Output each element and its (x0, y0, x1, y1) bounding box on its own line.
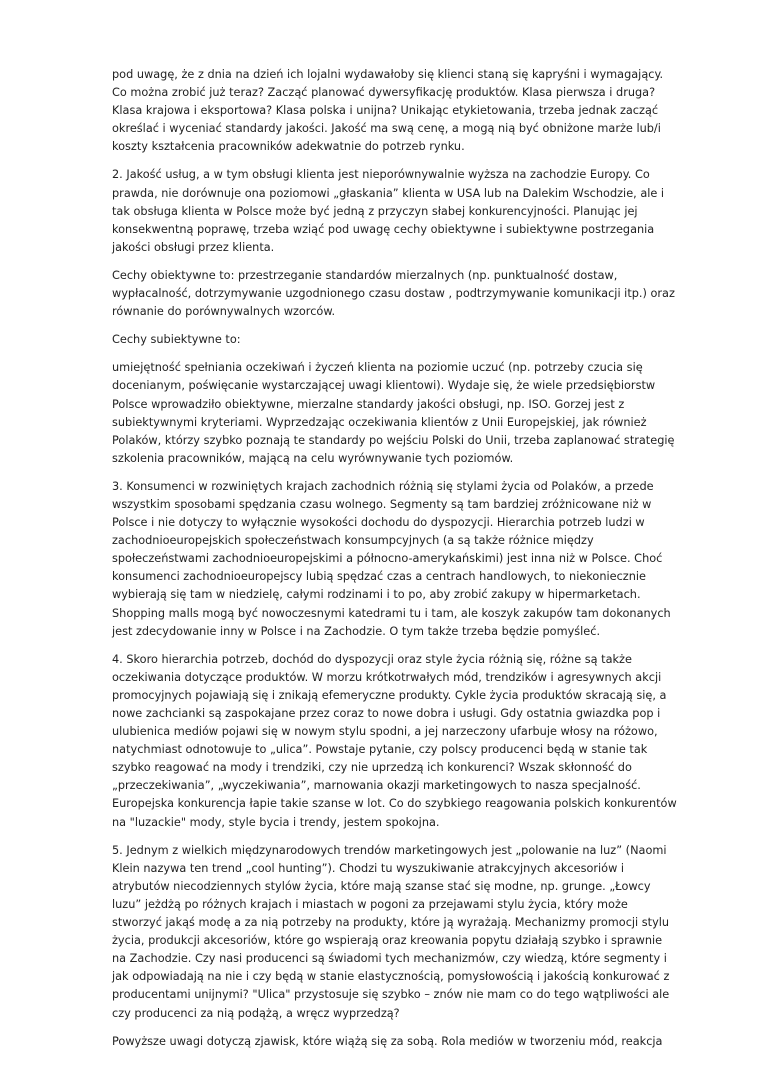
text-line: ulubienica mediów pojawi się w nowym stylu spodni, a jej narzeczony ufarbuje włosy na różowo, (112, 725, 658, 739)
text-line: szybko reagować na mody i trendziki, czy nie uprzedzą ich konkurenci? Wszak skłonność do (112, 761, 632, 775)
text-line: oczekiwania dotyczące produktów. W morzu krótkotrwałych mód, trendzików i agresywnych akcji (112, 670, 662, 684)
text-line: jak odpowiadają na nie i czy będą w stanie elastycznością, pomysłowością i jakością konkurować z (112, 970, 670, 984)
text-line: 4. Skoro hierarchia potrzeb, dochód do dyspozycji oraz style życia różnią się, różne są także (112, 652, 632, 666)
text-line: atrybutów niecodziennych stylów życia, które mają szanse stać się modne, np. grunge. „Łowcy (112, 879, 651, 893)
text-line: jakości obsługi przez klienta. (112, 240, 275, 254)
text-line: wypłacalność, dotrzymywanie uzgodnionego czasu dostaw , podtrzymywanie komunikacji itp.) oraz (112, 287, 675, 301)
text-line: społeczeństwami zachodnioeuropejskimi a północno-amerykańskimi) jest inna niż w Polsce. Choć (112, 552, 663, 566)
text-line: Europejska konkurencja łapie takie szanse w lot. Co do szybkiego reagowania polskich konkurentów (112, 797, 677, 811)
text-line: zachodnioeuropejskich społeczeństwach konsumpcyjnych (a są także różnice między (112, 534, 594, 548)
text-line: stworzyć jakąś modę a za nią potrzeby na produkty, które ją wyrażają. Mechanizmy promocji stylu (112, 916, 670, 930)
text-line: tak obsługa klienta w Polsce może być jedną z przyczyn słabej konkurencyjności. Planując jej (112, 204, 638, 218)
text-line: Co można zrobić już teraz? Zacząć planować dywersyfikację produktów. Klasa pierwsza i druga? (112, 86, 656, 100)
text-line: prawda, nie dorównuje ona poziomowi „głaskania” klienta w USA lub na Dalekim Wschodzie, ale i (112, 186, 665, 200)
text-line: pod uwagę, że z dnia na dzień ich lojalni wydawałoby się klienci staną się kapryśni i wymagający. (112, 68, 664, 81)
text-line: Cechy subiektywne to: (112, 333, 241, 347)
text-line: Klein nazywa ten trend „cool hunting”). Chodzi tu wyszukiwanie atrakcyjnych akcesoriów i (112, 861, 625, 875)
text-line: Shopping malls mogą być nowoczesnymi katedrami tu i tam, ale koszyk zakupów tam dokonanych (112, 606, 671, 620)
text-line: życia, produkcji akcesoriów, które go wspierają oraz kreowania popytu działają szybko i sprawnie (112, 934, 663, 948)
text-line: jest zdecydowanie inny w Polsce i na Zachodzie. O tym także trzeba będzie pomyśleć. (112, 624, 601, 638)
paragraph (112, 842, 670, 1023)
text-line: 2. Jakość usług, a w tym obsługi klienta jest nieporównywalnie wyższa na zachodzie Europy. Co (112, 168, 650, 182)
text-line: wybierają się tam w niedzielę, całymi rodzinami i to po, aby zrobić zakupy w hipermarketach. (112, 588, 641, 602)
text-line: Polsce i nie dotyczy to wyłącznie wysokości dochodu do dyspozycji. Hierarchia potrzeb ludzi w (112, 516, 645, 530)
paragraph (112, 331, 652, 349)
text-line: konsumenci zachodnioeuropejscy lubią spędzać czas a centrach handlowych, to niekoniecznie (112, 570, 646, 584)
paragraph (112, 478, 671, 641)
text-line: Polaków, którzy szybko poznają te standardy po wejściu Polski do Unii, trzeba zaplanować strategię (112, 433, 675, 447)
text-line: określać i wyceniać standardy jakości. Jakość ma swą cenę, a mogą nią być obniżone marże lub/i (112, 122, 661, 136)
text-line: producentami unijnymi? "Ulica" przystosuje się szybko – znów nie mam co do tego wątpliwości ale (112, 988, 670, 1002)
text-line: równanie do porównywalnych wzorców. (112, 305, 336, 319)
text-line: promocyjnych pojawiają się i znikają efemeryczne produkty. Cykle życia produktów skracają się, a (112, 688, 667, 702)
paragraph (112, 1033, 663, 1051)
text-line: szkolenia pracowników, mającą na celu wyrównywanie tych poziomów. (112, 451, 514, 465)
text-line: subiektywnymi kryteriami. Wyprzedzając oczekiwania klientów z Unii Europejskiej, jak również (112, 415, 647, 429)
text-line: na Zachodzie. Czy nasi producenci są świadomi tych mechanizmów, czy wiedzą, które segmenty i (112, 952, 667, 966)
text-line: „przeczekiwania”, „wyczekiwania”, marnowania okazji marketingowych to nasza specjalność. (112, 779, 641, 793)
text-line: umiejętność spełniania oczekiwań i życzeń klienta na poziomie uczuć (np. potrzeby czucia się (112, 361, 643, 375)
text-line: czy producenci za nią podążą, a wręcz wyprzedzą? (112, 1006, 400, 1020)
paragraph (112, 267, 675, 321)
paragraph (112, 66, 664, 156)
text-line: nowe zachcianki są zaspokajane przez coraz to nowe dobra i usługi. Gdy ostatnia gwiazdka pop i (112, 707, 661, 720)
text-line: Cechy obiektywne to: przestrzeganie standardów mierzalnych (np. punktualność dostaw, (112, 268, 618, 282)
paragraph (112, 166, 665, 256)
text-line: 3. Konsumenci w rozwiniętych krajach zachodnich różnią się stylami życia od Polaków, a przede (112, 479, 654, 493)
text-line: luzu” jeżdżą po różnych krajach i miastach w pogoni za przejawami stylu życia, który może (112, 897, 628, 911)
text-line: 5. Jednym z wielkich międzynarodowych trendów marketingowych jest „polowanie na luz” (Naomi (112, 843, 667, 857)
text-line: natychmiast odnotowuje to „ulica”. Powstaje pytanie, czy polscy producenci będą w stanie tak (112, 743, 648, 757)
document-body (112, 66, 677, 1061)
text-line: Polsce wprowadziło obiektywne, mierzalne standardy jakości obsługi, np. ISO. Gorzej jest z (112, 397, 625, 411)
text-line: Powyższe uwagi dotyczą zjawisk, które wiążą się za sobą. Rola mediów w tworzeniu mód, reakcja (112, 1034, 663, 1048)
text-line: docenianym, poświęcanie wystarczającej uwagi klientowi). Wydaje się, że wiele przedsiębiorstw (112, 379, 656, 393)
paragraph (112, 651, 677, 832)
text-line: wszystkim sposobami spędzania czasu wolnego. Segmenty są tam bardziej zróżnicowane niż w (112, 497, 652, 511)
text-line: na "luzackie" mody, style bycia i trendy, jestem spokojna. (112, 815, 440, 829)
paragraph (112, 359, 675, 468)
text-line: koszty kształcenia pracowników adekwatnie do potrzeb rynku. (112, 140, 465, 154)
text-line: konsekwentną poprawę, trzeba wziąć pod uwagę cechy obiektywne i subiektywne postrzegania (112, 222, 655, 236)
text-line: Klasa krajowa i eksportowa? Klasa polska i unijna? Unikając etykietowania, trzeba jednak zacząć (112, 104, 659, 118)
